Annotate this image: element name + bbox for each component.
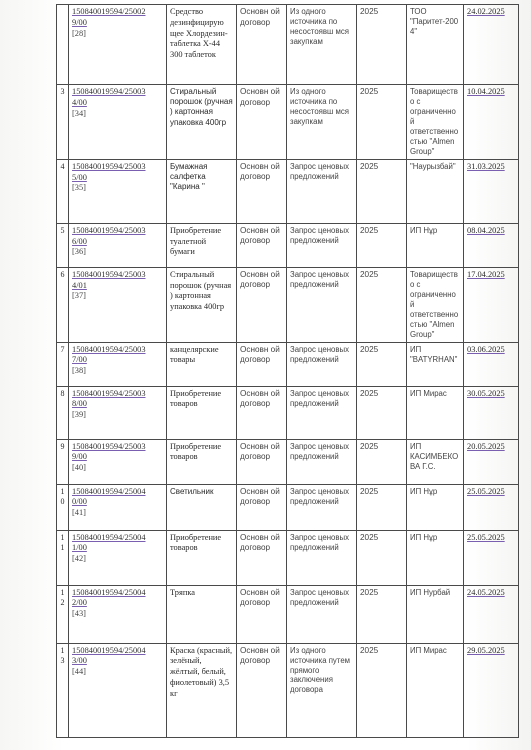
contract-date: 20.05.2025 bbox=[464, 439, 519, 484]
contract-number-line1: 150840019594/25004 bbox=[72, 645, 146, 655]
contract-number-line1: 150840019594/25004 bbox=[72, 587, 146, 597]
contract-date: 10.04.2025 bbox=[464, 85, 519, 160]
year: 2025 bbox=[357, 530, 407, 585]
row-number: 1 1 bbox=[57, 530, 69, 585]
year: 2025 bbox=[357, 484, 407, 530]
year: 2025 bbox=[357, 267, 407, 342]
supplier: ИП Нұр bbox=[407, 484, 464, 530]
procurement-method: Запрос ценовых предложений bbox=[287, 439, 357, 484]
supplier: Товарищество с ограниченной ответственно стью "Almen Group" bbox=[407, 85, 464, 160]
supplier: Товарищество с ограниченной ответственно стью "Almen Group" bbox=[407, 267, 464, 342]
contract-number-line2: 7/00 bbox=[72, 355, 87, 365]
contract-number-line2: 2/00 bbox=[72, 598, 87, 608]
contract-date: 17.04.2025 bbox=[464, 267, 519, 342]
supplier: ИП Мирас bbox=[407, 386, 464, 439]
table-row bbox=[57, 85, 519, 160]
contract-number-line2: 3/00 bbox=[72, 656, 87, 666]
contract-number-line2: 6/00 bbox=[72, 236, 87, 246]
contract-number bbox=[69, 643, 167, 737]
contract-number-line1: 150840019594/25004 bbox=[72, 486, 146, 496]
contract-type: Основн ой договор bbox=[237, 530, 287, 585]
contract-number-line1: 150840019594/25003 bbox=[72, 344, 146, 354]
year: 2025 bbox=[357, 159, 407, 223]
contract-number-line1: 150840019594/25003 bbox=[72, 87, 146, 96]
row-number: 4 bbox=[57, 159, 69, 223]
contract-type: Основн ой договор bbox=[237, 85, 287, 160]
item-name: Приобретение товаров bbox=[167, 439, 237, 484]
procurement-method: Запрос ценовых предложений bbox=[287, 585, 357, 643]
table-row bbox=[57, 159, 519, 223]
supplier: ИП Нурбай bbox=[407, 585, 464, 643]
row-number: 8 bbox=[57, 386, 69, 439]
contract-type: Основн ой договор bbox=[237, 439, 287, 484]
procurement-method: Запрос ценовых предложений bbox=[287, 386, 357, 439]
contract-number bbox=[69, 585, 167, 643]
item-name: канцелярские товары bbox=[167, 342, 237, 386]
contract-index: [38] bbox=[72, 366, 86, 376]
contract-number-line2: 9/00 bbox=[72, 17, 87, 27]
year: 2025 bbox=[357, 223, 407, 267]
contract-number-line1: 150840019594/25003 bbox=[72, 388, 146, 398]
contract-number-line1: 150840019594/25002 bbox=[72, 7, 146, 16]
contract-type: Основн ой договор bbox=[237, 5, 287, 85]
row-number: 9 bbox=[57, 439, 69, 484]
item-name: Бумажная салфетка "Карина " bbox=[167, 159, 237, 223]
contract-number-line2: 8/00 bbox=[72, 399, 87, 409]
supplier: ИП Нұр bbox=[407, 530, 464, 585]
item-name: Средство дезинфицирую щее Хлордезин-таблетка Х-44 300 таблеток bbox=[167, 5, 237, 85]
procurement-method: Из одного источника путем прямого заключения договора bbox=[287, 643, 357, 737]
item-name: Стиральный порошок (ручная ) картонная упаковка 400гр bbox=[167, 85, 237, 160]
procurement-method: Запрос ценовых предложений bbox=[287, 530, 357, 585]
contract-type: Основн ой договор bbox=[237, 342, 287, 386]
contract-type: Основн ой договор bbox=[237, 159, 287, 223]
contract-number-line1: 150840019594/25004 bbox=[72, 532, 146, 542]
contract-index: [34] bbox=[72, 108, 86, 118]
contract-number-line2: 4/00 bbox=[72, 97, 87, 107]
contract-number bbox=[69, 85, 167, 160]
item-name: Стиральный порошок (ручная ) картонная упаковка 400гр bbox=[167, 267, 237, 342]
procurement-method: Запрос ценовых предложений bbox=[287, 223, 357, 267]
contract-number bbox=[69, 386, 167, 439]
contract-date: 24.05.2025 bbox=[464, 585, 519, 643]
contract-number bbox=[69, 484, 167, 530]
item-name: Приобретение товаров bbox=[167, 386, 237, 439]
procurement-method: Из одного источника по несостоявш мся закупкам bbox=[287, 85, 357, 160]
item-name: Светильник bbox=[167, 484, 237, 530]
year: 2025 bbox=[357, 5, 407, 85]
contract-index: [44] bbox=[72, 667, 86, 677]
row-number: 3 bbox=[57, 85, 69, 160]
table-row bbox=[57, 530, 519, 585]
contract-number-line1: 150840019594/25003 bbox=[72, 225, 146, 235]
procurement-method: Запрос ценовых предложений bbox=[287, 484, 357, 530]
contract-date: 29.05.2025 bbox=[464, 643, 519, 737]
contract-type: Основн ой договор bbox=[237, 585, 287, 643]
contract-number bbox=[69, 159, 167, 223]
supplier: ТОО "Паритет-2004" bbox=[407, 5, 464, 85]
year: 2025 bbox=[357, 85, 407, 160]
contract-number-line1: 150840019594/25003 bbox=[72, 441, 146, 451]
item-name: Тряпка bbox=[167, 585, 237, 643]
supplier: "Наурызбай" bbox=[407, 159, 464, 223]
row-number: 5 bbox=[57, 223, 69, 267]
contract-number-line1: 150840019594/25003 bbox=[72, 269, 146, 279]
contract-number bbox=[69, 342, 167, 386]
table-row bbox=[57, 439, 519, 484]
contract-number-line2: 4/01 bbox=[72, 280, 87, 290]
table-row bbox=[57, 643, 519, 737]
contract-number-line2: 9/00 bbox=[72, 452, 87, 462]
contract-number-line2: 0/00 bbox=[72, 497, 87, 507]
year: 2025 bbox=[357, 643, 407, 737]
row-number: 6 bbox=[57, 267, 69, 342]
contract-type: Основн ой договор bbox=[237, 267, 287, 342]
procurement-method: Запрос ценовых предложений bbox=[287, 159, 357, 223]
year: 2025 bbox=[357, 386, 407, 439]
contract-type: Основн ой договор bbox=[237, 484, 287, 530]
contract-index: [36] bbox=[72, 247, 86, 257]
contract-number-line2: 1/00 bbox=[72, 543, 87, 553]
row-number: 1 2 bbox=[57, 585, 69, 643]
contract-index: [41] bbox=[72, 508, 86, 518]
item-name: Краска (красный, зелёный, жёлтый, белый, фиолетовый) 3,5 кг bbox=[167, 643, 237, 737]
contract-number bbox=[69, 5, 167, 85]
item-name: Приобретение товаров bbox=[167, 530, 237, 585]
contract-index: [35] bbox=[72, 183, 86, 193]
contract-type: Основн ой договор bbox=[237, 223, 287, 267]
contract-date: 03.06.2025 bbox=[464, 342, 519, 386]
contract-number bbox=[69, 223, 167, 267]
table-row bbox=[57, 223, 519, 267]
table-row bbox=[57, 585, 519, 643]
contract-number-line1: 150840019594/25003 bbox=[72, 161, 146, 171]
table-row bbox=[57, 386, 519, 439]
table-row bbox=[57, 484, 519, 530]
contract-type: Основн ой договор bbox=[237, 386, 287, 439]
contract-index: [39] bbox=[72, 410, 86, 420]
contract-index: [42] bbox=[72, 554, 86, 564]
contract-index: [37] bbox=[72, 291, 86, 301]
contract-index: [43] bbox=[72, 609, 86, 619]
contract-number-line2: 5/00 bbox=[72, 172, 87, 182]
contracts-table bbox=[56, 4, 519, 738]
year: 2025 bbox=[357, 439, 407, 484]
table-row bbox=[57, 267, 519, 342]
contract-date: 24.02.2025 bbox=[464, 5, 519, 85]
row-number: 7 bbox=[57, 342, 69, 386]
contract-index: [40] bbox=[72, 463, 86, 473]
contract-date: 25.05.2025 bbox=[464, 484, 519, 530]
item-name: Приобретение туалетной бумаги bbox=[167, 223, 237, 267]
procurement-method: Запрос ценовых предложений bbox=[287, 342, 357, 386]
contract-number bbox=[69, 530, 167, 585]
contract-number bbox=[69, 439, 167, 484]
supplier: ИП Нұр bbox=[407, 223, 464, 267]
procurement-method: Из одного источника по несостоявш мся закупкам bbox=[287, 5, 357, 85]
year: 2025 bbox=[357, 585, 407, 643]
procurement-method: Запрос ценовых предложений bbox=[287, 267, 357, 342]
supplier: ИП "BATYRHAN" bbox=[407, 342, 464, 386]
contract-type: Основн ой договор bbox=[237, 643, 287, 737]
contract-date: 30.05.2025 bbox=[464, 386, 519, 439]
contract-index: [28] bbox=[72, 28, 86, 38]
contract-date: 08.04.2025 bbox=[464, 223, 519, 267]
year: 2025 bbox=[357, 342, 407, 386]
supplier: ИП КАСИМБЕКО ВА Г.С. bbox=[407, 439, 464, 484]
row-number bbox=[57, 5, 69, 85]
contract-date: 31.03.2025 bbox=[464, 159, 519, 223]
row-number: 1 0 bbox=[57, 484, 69, 530]
table-row bbox=[57, 5, 519, 85]
row-number: 1 3 bbox=[57, 643, 69, 737]
contract-number bbox=[69, 267, 167, 342]
supplier: ИП Мирас bbox=[407, 643, 464, 737]
table-row bbox=[57, 342, 519, 386]
contract-date: 25.05.2025 bbox=[464, 530, 519, 585]
